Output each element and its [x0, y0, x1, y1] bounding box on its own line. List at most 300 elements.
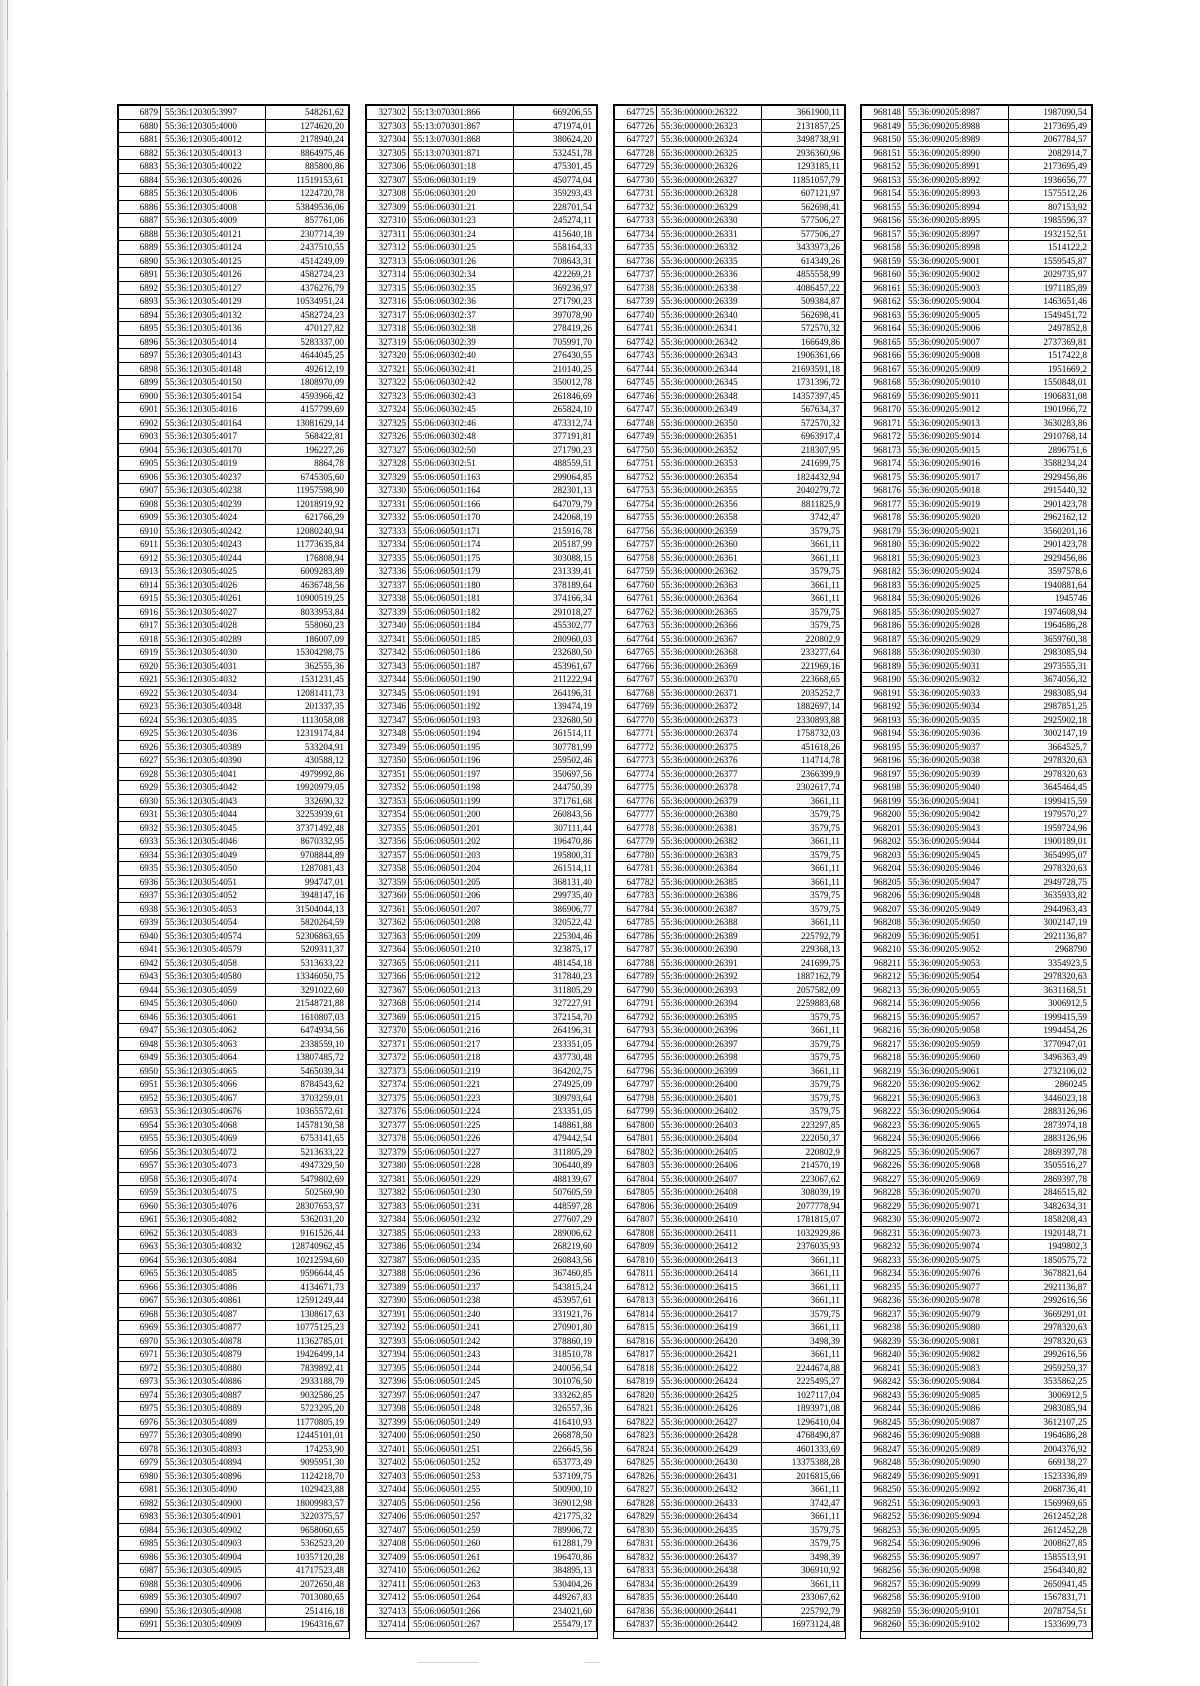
cadastral-value: 264196,31	[514, 1024, 597, 1038]
table-row	[367, 1388, 597, 1402]
cadastral-value: 21548721,88	[266, 997, 349, 1011]
table-row	[367, 227, 597, 241]
row-number: 327326	[367, 430, 409, 444]
table-row	[862, 970, 1092, 984]
cadastral-number: 55:06:060501:223	[409, 1091, 514, 1105]
cadastral-value: 3498,39	[762, 1334, 845, 1348]
cadastral-value: 2901423,78	[1009, 538, 1092, 552]
table-row	[119, 794, 349, 808]
cadastral-value: 4593966,42	[266, 389, 349, 403]
row-number: 6894	[119, 308, 161, 322]
cadastral-number: 55:36:090205:8991	[904, 160, 1009, 174]
table-row	[119, 1051, 349, 1065]
cadastral-number: 55:36:120305:4065	[161, 1064, 266, 1078]
cadastral-value: 5362031,20	[266, 1213, 349, 1227]
cadastral-value: 1731396,72	[762, 376, 845, 390]
row-number: 327336	[367, 565, 409, 579]
cadastral-value: 3661,11	[762, 578, 845, 592]
row-number: 6985	[119, 1537, 161, 1551]
cadastral-number: 55:36:120305:40574	[161, 929, 266, 943]
row-number: 327323	[367, 389, 409, 403]
cadastral-value: 2068736,41	[1009, 1483, 1092, 1497]
table-row	[119, 1091, 349, 1105]
cadastral-number: 55:36:090205:9022	[904, 538, 1009, 552]
row-number: 647734	[615, 227, 657, 241]
table-row	[615, 1240, 845, 1254]
cadastral-value: 240056,54	[514, 1361, 597, 1375]
cadastral-value: 14357397,45	[762, 389, 845, 403]
row-number: 647736	[615, 254, 657, 268]
row-number: 6947	[119, 1024, 161, 1038]
table-row	[119, 1415, 349, 1429]
row-number: 6920	[119, 659, 161, 673]
row-number: 327357	[367, 848, 409, 862]
cadastral-value: 397078,90	[514, 308, 597, 322]
cadastral-value: 5283337,00	[266, 335, 349, 349]
table-row	[862, 1523, 1092, 1537]
cadastral-value: 231339,41	[514, 565, 597, 579]
cadastral-value: 220802,9	[762, 1145, 845, 1159]
cadastral-value: 1610807,03	[266, 1010, 349, 1024]
cadastral-value: 548261,62	[266, 106, 349, 120]
cadastral-value: 1463651,46	[1009, 295, 1092, 309]
table-row	[367, 659, 597, 673]
cadastral-number: 55:36:000000:26413	[657, 1253, 762, 1267]
cadastral-number: 55:06:060501:225	[409, 1118, 514, 1132]
cadastral-value: 1575512,26	[1009, 187, 1092, 201]
row-number: 968150	[862, 133, 904, 147]
cadastral-number: 55:36:120305:40579	[161, 943, 266, 957]
cadastral-number: 55:36:000000:26407	[657, 1172, 762, 1186]
table-row	[367, 457, 597, 471]
cadastral-value: 1274620,20	[266, 119, 349, 133]
cadastral-value: 369236,97	[514, 281, 597, 295]
cadastral-value: 12591249,44	[266, 1294, 349, 1308]
table-row	[119, 1010, 349, 1024]
cadastral-value: 221969,16	[762, 659, 845, 673]
cadastral-number: 55:36:120305:40124	[161, 241, 266, 255]
row-number: 6928	[119, 767, 161, 781]
cadastral-number: 55:36:120305:40136	[161, 322, 266, 336]
row-number: 6914	[119, 578, 161, 592]
row-number: 6923	[119, 700, 161, 714]
row-number: 968173	[862, 443, 904, 457]
row-number: 968208	[862, 916, 904, 930]
column-table	[118, 105, 349, 1632]
row-number: 6943	[119, 970, 161, 984]
row-number: 968174	[862, 457, 904, 471]
cadastral-value: 1964316,67	[266, 1618, 349, 1632]
cadastral-value: 301076,50	[514, 1375, 597, 1389]
cadastral-value: 15304298,75	[266, 646, 349, 660]
cadastral-value: 2992616,56	[1009, 1294, 1092, 1308]
cadastral-value: 2244674,88	[762, 1361, 845, 1375]
row-number: 6942	[119, 956, 161, 970]
cadastral-number: 55:06:060501:205	[409, 875, 514, 889]
cadastral-number: 55:36:000000:26327	[657, 173, 762, 187]
cadastral-value: 8864975,46	[266, 146, 349, 160]
row-number: 6887	[119, 214, 161, 228]
cadastral-number: 55:06:060501:236	[409, 1267, 514, 1281]
table-row	[615, 848, 845, 862]
cadastral-value: 3664525,7	[1009, 740, 1092, 754]
table-row	[615, 646, 845, 660]
row-number: 327337	[367, 578, 409, 592]
cadastral-value: 1517422,8	[1009, 349, 1092, 363]
row-number: 6892	[119, 281, 161, 295]
table-row	[862, 1321, 1092, 1335]
cadastral-value: 289006,62	[514, 1226, 597, 1240]
row-number: 327383	[367, 1199, 409, 1213]
cadastral-value: 1882697,14	[762, 700, 845, 714]
row-number: 6983	[119, 1510, 161, 1524]
row-number: 968218	[862, 1051, 904, 1065]
cadastral-value: 12081411,73	[266, 686, 349, 700]
cadastral-value: 2869397,78	[1009, 1172, 1092, 1186]
row-number: 647770	[615, 713, 657, 727]
cadastral-value: 3579,75	[762, 821, 845, 835]
table-row	[862, 146, 1092, 160]
table-row	[119, 848, 349, 862]
cadastral-number: 55:36:000000:26419	[657, 1321, 762, 1335]
cadastral-number: 55:06:060501:204	[409, 862, 514, 876]
cadastral-value: 807153,92	[1009, 200, 1092, 214]
row-number: 327396	[367, 1375, 409, 1389]
cadastral-number: 55:36:090205:9085	[904, 1388, 1009, 1402]
table-row	[119, 1537, 349, 1551]
cadastral-value: 3579,75	[762, 605, 845, 619]
cadastral-value: 437730,48	[514, 1051, 597, 1065]
row-number: 327371	[367, 1037, 409, 1051]
table-row	[119, 1510, 349, 1524]
cadastral-number: 55:06:060501:267	[409, 1618, 514, 1632]
table-row	[615, 673, 845, 687]
cadastral-number: 55:06:060301:21	[409, 200, 514, 214]
row-number: 6912	[119, 551, 161, 565]
cadastral-value: 2302617,74	[762, 781, 845, 795]
table-row	[862, 592, 1092, 606]
table-row	[862, 1334, 1092, 1348]
table-row	[862, 241, 1092, 255]
row-number: 968227	[862, 1172, 904, 1186]
cadastral-value: 1949802,3	[1009, 1240, 1092, 1254]
row-number: 647787	[615, 943, 657, 957]
cadastral-value: 333262,85	[514, 1388, 597, 1402]
cadastral-value: 562698,41	[762, 200, 845, 214]
table-row	[862, 929, 1092, 943]
cadastral-value: 422269,21	[514, 268, 597, 282]
cadastral-number: 55:06:060501:262	[409, 1564, 514, 1578]
table-row	[367, 1159, 597, 1173]
cadastral-number: 55:36:120305:40242	[161, 524, 266, 538]
row-number: 647732	[615, 200, 657, 214]
cadastral-number: 55:36:000000:26388	[657, 916, 762, 930]
table-row	[615, 970, 845, 984]
cadastral-number: 55:36:000000:26353	[657, 457, 762, 471]
row-number: 6959	[119, 1186, 161, 1200]
column-body	[615, 106, 845, 1632]
table-row	[367, 929, 597, 943]
cadastral-value: 2376035,93	[762, 1240, 845, 1254]
table-row	[862, 1159, 1092, 1173]
row-number: 968172	[862, 430, 904, 444]
cadastral-number: 55:06:060501:263	[409, 1577, 514, 1591]
table-row	[119, 511, 349, 525]
cadastral-value: 2173695,49	[1009, 119, 1092, 133]
row-number: 647791	[615, 997, 657, 1011]
cadastral-number: 55:36:090205:9057	[904, 1010, 1009, 1024]
cadastral-number: 55:36:120305:4027	[161, 605, 266, 619]
cadastral-number: 55:36:120305:40894	[161, 1456, 266, 1470]
table-row	[615, 1253, 845, 1267]
row-number: 968177	[862, 497, 904, 511]
cadastral-number: 55:36:120305:4043	[161, 794, 266, 808]
cadastral-value: 318510,78	[514, 1348, 597, 1362]
row-number: 6971	[119, 1348, 161, 1362]
cadastral-value: 1985596,37	[1009, 214, 1092, 228]
table-row	[367, 781, 597, 795]
row-number: 327407	[367, 1523, 409, 1537]
cadastral-number: 55:06:060501:174	[409, 538, 514, 552]
cadastral-number: 55:36:090205:9077	[904, 1280, 1009, 1294]
cadastral-value: 3661,11	[762, 1267, 845, 1281]
cadastral-value: 3579,75	[762, 808, 845, 822]
cadastral-value: 2978320,63	[1009, 1321, 1092, 1335]
table-column-1	[117, 104, 350, 1639]
cadastral-value: 18009983,57	[266, 1496, 349, 1510]
cadastral-number: 55:36:120305:4067	[161, 1091, 266, 1105]
table-row	[367, 133, 597, 147]
table-row	[119, 146, 349, 160]
cadastral-number: 55:36:090205:9026	[904, 592, 1009, 606]
cadastral-number: 55:36:090205:9086	[904, 1402, 1009, 1416]
row-number: 6960	[119, 1199, 161, 1213]
row-number: 6968	[119, 1307, 161, 1321]
cadastral-number: 55:36:120305:40237	[161, 470, 266, 484]
cadastral-value: 6009283,89	[266, 565, 349, 579]
cadastral-value: 3678821,64	[1009, 1267, 1092, 1281]
row-number: 327377	[367, 1118, 409, 1132]
cadastral-value: 1901966,72	[1009, 403, 1092, 417]
table-row	[367, 1429, 597, 1443]
cadastral-number: 55:36:000000:26343	[657, 349, 762, 363]
row-number: 6972	[119, 1361, 161, 1375]
row-number: 647837	[615, 1618, 657, 1632]
cadastral-number: 55:36:000000:26437	[657, 1550, 762, 1564]
cadastral-number: 55:36:000000:26358	[657, 511, 762, 525]
cadastral-number: 55:06:060302:46	[409, 416, 514, 430]
cadastral-value: 41717523,48	[266, 1564, 349, 1578]
row-number: 968185	[862, 605, 904, 619]
cadastral-value: 5213633,22	[266, 1145, 349, 1159]
cadastral-number: 55:36:120305:4036	[161, 727, 266, 741]
row-number: 647777	[615, 808, 657, 822]
row-number: 968216	[862, 1024, 904, 1038]
table-row	[367, 1213, 597, 1227]
cadastral-number: 55:36:000000:26393	[657, 983, 762, 997]
row-number: 327400	[367, 1429, 409, 1443]
cadastral-value: 3446023,18	[1009, 1091, 1092, 1105]
cadastral-value: 530404,26	[514, 1577, 597, 1591]
table-row	[367, 1010, 597, 1024]
table-row	[615, 1024, 845, 1038]
cadastral-number: 55:36:000000:26365	[657, 605, 762, 619]
cadastral-value: 384895,13	[514, 1564, 597, 1578]
cadastral-number: 55:36:090205:9016	[904, 457, 1009, 471]
table-row	[367, 605, 597, 619]
cadastral-number: 55:06:060301:26	[409, 254, 514, 268]
cadastral-number: 55:06:060501:209	[409, 929, 514, 943]
row-number: 327349	[367, 740, 409, 754]
row-number: 6965	[119, 1267, 161, 1281]
cadastral-value: 2307714,39	[266, 227, 349, 241]
table-row	[862, 200, 1092, 214]
cadastral-number: 55:36:000000:26386	[657, 889, 762, 903]
table-row	[615, 146, 845, 160]
row-number: 327331	[367, 497, 409, 511]
row-number: 327351	[367, 767, 409, 781]
row-number: 327338	[367, 592, 409, 606]
table-row	[119, 551, 349, 565]
table-row	[862, 727, 1092, 741]
row-number: 647827	[615, 1483, 657, 1497]
row-number: 647727	[615, 133, 657, 147]
table-row	[862, 119, 1092, 133]
cadastral-number: 55:36:090205:9048	[904, 889, 1009, 903]
cadastral-value: 210140,25	[514, 362, 597, 376]
cadastral-value: 479442,54	[514, 1132, 597, 1146]
cadastral-number: 55:36:120305:40676	[161, 1105, 266, 1119]
table-row	[119, 578, 349, 592]
row-number: 6930	[119, 794, 161, 808]
table-row	[119, 254, 349, 268]
cadastral-value: 3579,75	[762, 1105, 845, 1119]
row-number: 968171	[862, 416, 904, 430]
table-row	[367, 970, 597, 984]
cadastral-number: 55:36:000000:26339	[657, 295, 762, 309]
row-number: 647775	[615, 781, 657, 795]
cadastral-value: 260843,56	[514, 1253, 597, 1267]
cadastral-value: 5465039,34	[266, 1064, 349, 1078]
row-number: 327393	[367, 1334, 409, 1348]
cadastral-number: 55:36:120305:40880	[161, 1361, 266, 1375]
row-number: 647793	[615, 1024, 657, 1038]
row-number: 6940	[119, 929, 161, 943]
cadastral-number: 55:36:000000:26323	[657, 119, 762, 133]
cadastral-value: 359293,43	[514, 187, 597, 201]
cadastral-number: 55:36:090205:9003	[904, 281, 1009, 295]
cadastral-value: 3002147,19	[1009, 727, 1092, 741]
row-number: 647752	[615, 470, 657, 484]
table-row	[862, 1226, 1092, 1240]
row-number: 327316	[367, 295, 409, 309]
table-row	[615, 700, 845, 714]
cadastral-value: 455302,77	[514, 619, 597, 633]
row-number: 6978	[119, 1442, 161, 1456]
row-number: 647813	[615, 1294, 657, 1308]
cadastral-number: 55:36:090205:9042	[904, 808, 1009, 822]
row-number: 647735	[615, 241, 657, 255]
table-row	[119, 1064, 349, 1078]
cadastral-number: 55:36:000000:26421	[657, 1348, 762, 1362]
cadastral-number: 55:36:120305:40261	[161, 592, 266, 606]
cadastral-value: 307781,99	[514, 740, 597, 754]
table-row	[862, 335, 1092, 349]
cadastral-number: 55:06:060501:240	[409, 1307, 514, 1321]
table-row	[862, 1618, 1092, 1632]
table-column-3	[613, 104, 846, 1639]
table-row	[862, 1415, 1092, 1429]
row-number: 647789	[615, 970, 657, 984]
table-row	[367, 160, 597, 174]
row-number: 327405	[367, 1496, 409, 1510]
cadastral-number: 55:06:060301:25	[409, 241, 514, 255]
row-number: 6924	[119, 713, 161, 727]
cadastral-number: 55:36:090205:9080	[904, 1321, 1009, 1335]
cadastral-value: 3661900,11	[762, 106, 845, 120]
table-row	[119, 173, 349, 187]
row-number: 6901	[119, 403, 161, 417]
table-row	[367, 700, 597, 714]
row-number: 327364	[367, 943, 409, 957]
row-number: 327329	[367, 470, 409, 484]
row-number: 327309	[367, 200, 409, 214]
cadastral-number: 55:06:060501:215	[409, 1010, 514, 1024]
row-number: 968149	[862, 119, 904, 133]
row-number: 647822	[615, 1415, 657, 1429]
cadastral-value: 2933188,79	[266, 1375, 349, 1389]
row-number: 327386	[367, 1240, 409, 1254]
table-row	[862, 133, 1092, 147]
row-number: 327346	[367, 700, 409, 714]
cadastral-value: 3661,11	[762, 592, 845, 606]
cadastral-number: 55:36:090205:9069	[904, 1172, 1009, 1186]
table-row	[615, 1402, 845, 1416]
table-row	[367, 146, 597, 160]
table-row	[367, 1415, 597, 1429]
cadastral-value: 3588234,24	[1009, 457, 1092, 471]
cadastral-value: 4582724,23	[266, 268, 349, 282]
table-row	[119, 484, 349, 498]
cadastral-number: 55:06:060501:201	[409, 821, 514, 835]
table-row	[615, 740, 845, 754]
cadastral-value: 1523336,89	[1009, 1469, 1092, 1483]
row-number: 968197	[862, 767, 904, 781]
table-row	[119, 619, 349, 633]
cadastral-number: 55:36:090205:9070	[904, 1186, 1009, 1200]
row-number: 647835	[615, 1591, 657, 1605]
cadastral-value: 225792,79	[762, 929, 845, 943]
cadastral-number: 55:36:120305:4068	[161, 1118, 266, 1132]
cadastral-value: 2497852,8	[1009, 322, 1092, 336]
table-row	[119, 1604, 349, 1618]
cadastral-value: 3498738,91	[762, 133, 845, 147]
table-row	[119, 1496, 349, 1510]
cadastral-number: 55:36:120305:40148	[161, 362, 266, 376]
table-row	[119, 781, 349, 795]
row-number: 968251	[862, 1496, 904, 1510]
table-row	[862, 1037, 1092, 1051]
table-row	[119, 1240, 349, 1254]
cadastral-number: 55:36:120305:40013	[161, 146, 266, 160]
row-number: 6967	[119, 1294, 161, 1308]
cadastral-number: 55:36:000000:26350	[657, 416, 762, 430]
cadastral-number: 55:36:120305:4046	[161, 835, 266, 849]
row-number: 6946	[119, 1010, 161, 1024]
cadastral-value: 223297,85	[762, 1118, 845, 1132]
cadastral-value: 233067,62	[762, 1591, 845, 1605]
cadastral-value: 2901423,78	[1009, 497, 1092, 511]
